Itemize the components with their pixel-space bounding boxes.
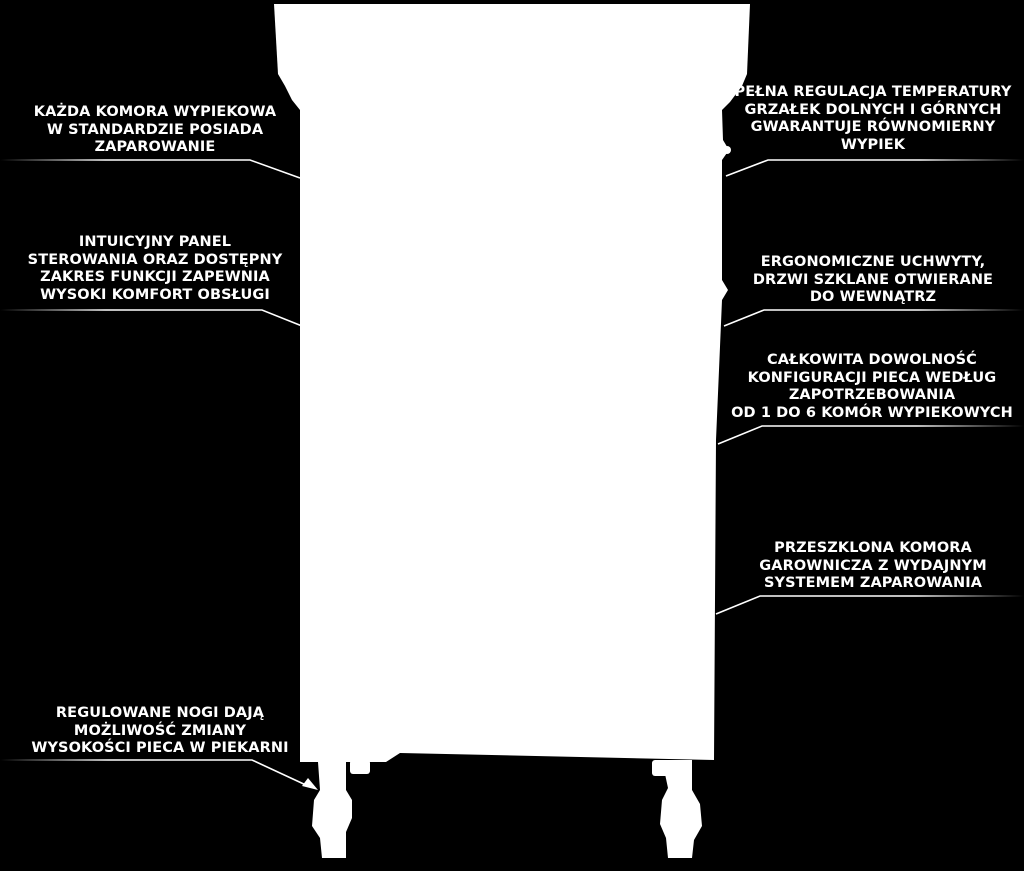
annotation-control-panel-line: INTUICYJNY PANEL: [78, 234, 232, 250]
legs-arrow-head: [302, 778, 318, 790]
leader-temperature: [726, 160, 1024, 176]
annotation-control-panel-line: ZAKRES FUNKCJI ZAPEWNIA: [40, 269, 270, 285]
leader-legs: [0, 760, 308, 786]
annotation-handles-line: ERGONOMICZNE UCHWYTY,: [760, 254, 986, 270]
right-foot: [652, 760, 672, 776]
annotation-configuration: [722, 352, 1022, 422]
annotation-legs-line: REGULOWANE NOGI DAJĄ: [55, 705, 265, 721]
leader-handles: [724, 310, 1024, 326]
annotation-handles-line: DO WEWNĄTRZ: [809, 289, 937, 305]
annotation-configuration-line: KONFIGURACJI PIECA WEDŁUG: [747, 369, 997, 386]
left-leg: [312, 762, 352, 858]
annotation-configuration-line: ZAPOTRZEBOWANIA: [788, 387, 956, 403]
annotation-temperature: [728, 84, 1018, 154]
annotation-legs: [10, 705, 310, 758]
annotation-temperature-line: GRZAŁEK DOLNYCH I GÓRNYCH: [744, 101, 1002, 118]
annotation-control-panel-line: WYSOKI KOMFORT OBSŁUGI: [40, 286, 270, 303]
annotation-temperature-line: GWARANTUJE RÓWNOMIERNY: [750, 119, 996, 135]
annotation-steam: [10, 104, 300, 157]
annotation-proofer-line: GAROWNICZA Z WYDAJNYM: [759, 557, 987, 574]
annotation-proofer-line: PRZESZKLONA KOMORA: [774, 540, 972, 556]
annotation-steam-line: KAŻDA KOMORA WYPIEKOWA: [33, 104, 277, 120]
annotation-configuration-line: CAŁKOWITA DOWOLNOŚĆ: [767, 352, 977, 368]
annotation-handles-line: DRZWI SZKLANE OTWIERANE: [752, 271, 994, 288]
annotation-configuration-line: OD 1 DO 6 KOMÓR WYPIEKOWYCH: [731, 404, 1013, 421]
annotation-temperature-line: PEŁNA REGULACJA TEMPERATURY: [734, 84, 1012, 100]
side-knob-2: [719, 286, 727, 294]
leader-proofer: [716, 596, 1024, 614]
annotation-steam-line: ZAPAROWANIE: [94, 139, 216, 155]
annotation-temperature-line: WYPIEK: [840, 136, 906, 153]
annotation-proofer-line: SYSTEMEM ZAPAROWANIA: [763, 575, 983, 591]
leader-control-panel: [0, 310, 302, 326]
leader-steam: [0, 160, 300, 178]
oven-body: [285, 86, 742, 762]
annotation-control-panel-line: STEROWANIA ORAZ DOSTĘPNY: [27, 251, 283, 268]
left-foot: [350, 760, 370, 774]
annotation-control-panel: [10, 234, 300, 304]
oven-hood: [274, 4, 750, 86]
annotation-handles: [728, 254, 1018, 307]
annotation-legs-line: WYSOKOŚCI PIECA W PIEKARNI: [31, 740, 289, 756]
annotation-legs-line: MOŻLIWOŚĆ ZMIANY: [73, 722, 247, 739]
annotation-proofer: [728, 540, 1018, 593]
leader-configuration: [718, 426, 1024, 444]
annotation-steam-line: W STANDARDZIE POSIADA: [46, 121, 264, 138]
